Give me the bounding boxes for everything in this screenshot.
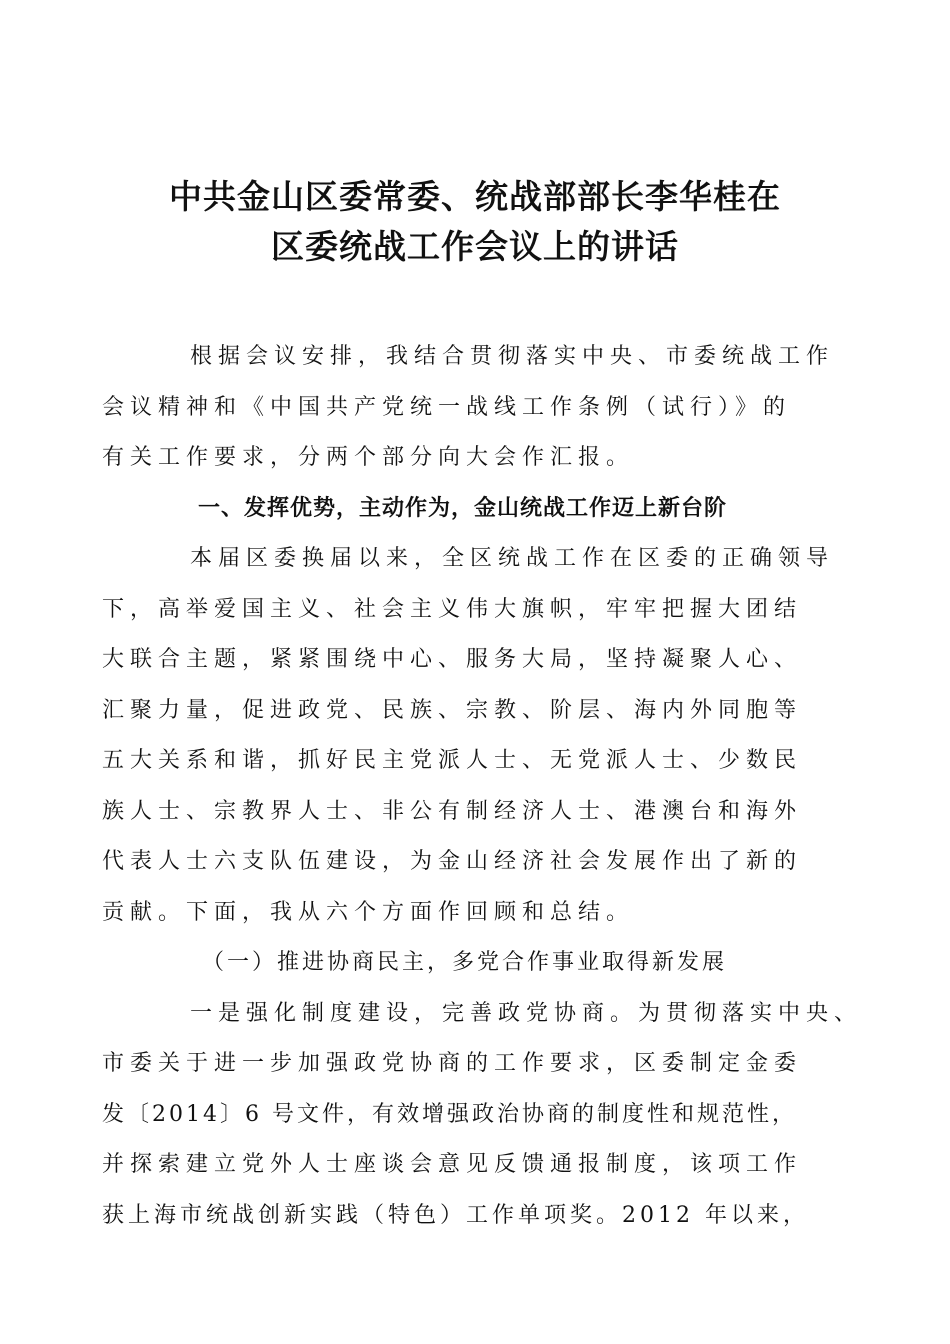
paragraph-line: 汇聚力量，促进政党、民族、宗教、阶层、海内外同胞等	[102, 697, 803, 723]
paragraph-line: 市委关于进一步加强政党协商的工作要求，区委制定金委	[102, 1051, 803, 1076]
title-line-1: 中共金山区委常委、统战部部长李华桂在	[169, 177, 781, 216]
paragraph-line: 大联合主题，紧紧围绕中心、服务大局，坚持凝聚人心、	[102, 647, 803, 672]
title-line-2: 区委统战工作会议上的讲话	[271, 227, 679, 266]
paragraph-line: 本届区委换届以来，全区统战工作在区委的正确领导	[190, 546, 835, 571]
document-body	[102, 332, 863, 1241]
paragraph-line: 会议精神和《中国共产党统一战线工作条例（试行）》的	[102, 394, 792, 420]
paragraph-line: 族人士、宗教界人士、非公有制经济人士、港澳台和海外	[102, 798, 803, 824]
document-title	[120, 172, 830, 272]
paragraph-line: 贡献。下面，我从六个方面作回顾和总结。	[102, 899, 635, 925]
paragraph-line: 五大关系和谐，抓好民主党派人士、无党派人士、少数民	[102, 748, 803, 773]
paragraph-line: 获上海市统战创新实践（特色）工作单项奖。2012 年以来，	[102, 1202, 809, 1228]
paragraph-line: 并探索建立党外人士座谈会意见反馈通报制度，该项工作	[102, 1152, 803, 1177]
section-heading: 一、发挥优势，主动作为，金山统战工作迈上新台阶	[198, 495, 728, 521]
intro-paragraph	[102, 332, 835, 484]
paragraph-line: 有关工作要求，分两个部分向大会作汇报。	[102, 445, 635, 470]
paragraph-line: 下，高举爱国主义、社会主义伟大旗帜，牢牢把握大团结	[102, 596, 803, 622]
subsection-heading: （一）推进协商民主，多党合作事业取得新发展	[202, 950, 728, 975]
paragraph-line: 根据会议安排，我结合贯彻落实中央、市委统战工作	[190, 344, 835, 369]
subsection1-paragraph	[102, 989, 863, 1242]
section1-paragraph	[102, 534, 835, 938]
paragraph-line: 一是强化制度建设，完善政党协商。为贯彻落实中央、	[190, 1000, 863, 1026]
paragraph-line: 发〔2014〕6 号文件，有效增强政治协商的制度性和规范性，	[102, 1101, 797, 1127]
paragraph-line: 代表人士六支队伍建设，为金山经济社会发展作出了新的	[102, 849, 803, 874]
